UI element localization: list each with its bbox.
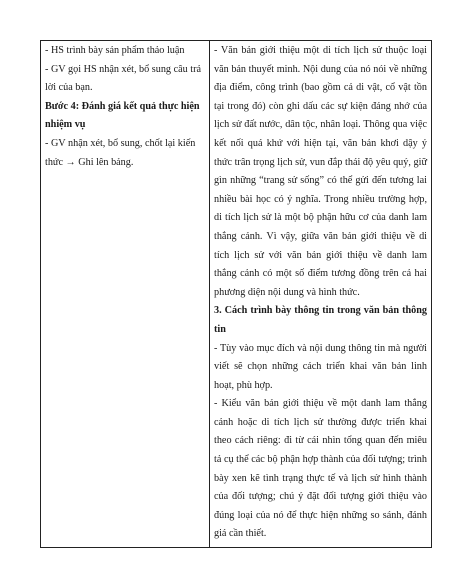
list-item: - HS trình bày sản phẩm thảo luận — [45, 45, 185, 56]
activity-column — [41, 41, 210, 548]
list-item: - GV nhận xét, bổ sung, chốt lại kiến thức → Ghi lên bảng. — [45, 137, 196, 168]
paragraph: - Tùy vào mục đích và nội dung thông tin mà người viết sẽ chọn những cách triển khai văn bản linh hoạt, phù hợp. — [214, 342, 427, 391]
paragraph: - Kiểu văn bản giới thiệu về một danh lam thắng cảnh hoặc di tích lịch sử thường được triển khai theo cách riêng: đi từ cái nhìn tổng quan đến miêu tả cụ thể các bộ phận hợp thành của đối tượng; trình bày xen kẽ tình trạng thực tế và lịch sử hình thành của đối tượng; chú ý đặt đối tượng giới thiệu vào đúng loại của nó để thực hiện những so sánh, đánh giá cần thiết. — [214, 398, 427, 540]
paragraph: - Văn bản giới thiệu một di tích lịch sử thuộc loại văn bản thuyết minh. Nội dung của nó nói về những địa điểm, công trình (bao gồm cả di vật, cổ vật tồn tại trong đó) còn ghi dấu các sự kiện đáng nhớ của lịch sử đất nước, dân tộc, nhân loại. Thông qua việc kết nối quá khứ với hiện tại, văn bản khơi dậy ý thức trân trọng lịch sử, vun đắp thái độ yêu quý, giữ gìn những “trang sử sống” có thể gửi đến tương lai nhiều bài học có ý nghĩa. Trong nhiều trường hợp, di tích lịch sử là một bộ phận hữu cơ của danh lam thắng cảnh. Vì vậy, giữa văn bản giới thiệu về di tích lịch sử với văn bản giới thiệu về danh lam thắng cảnh có một số điểm tương đồng trên cả hai phương diện nội dung và hình thức. — [214, 45, 427, 298]
list-item: - GV gọi HS nhận xét, bổ sung câu trả lời của bạn. — [45, 63, 201, 94]
section-heading: 3. Cách trình bày thông tin trong văn bản thông tin — [214, 305, 427, 335]
content-column — [210, 41, 432, 548]
step-heading: Bước 4: Đánh giá kết quả thực hiện nhiệm vụ — [45, 100, 200, 131]
lesson-table — [40, 40, 432, 548]
table-row — [41, 41, 432, 548]
